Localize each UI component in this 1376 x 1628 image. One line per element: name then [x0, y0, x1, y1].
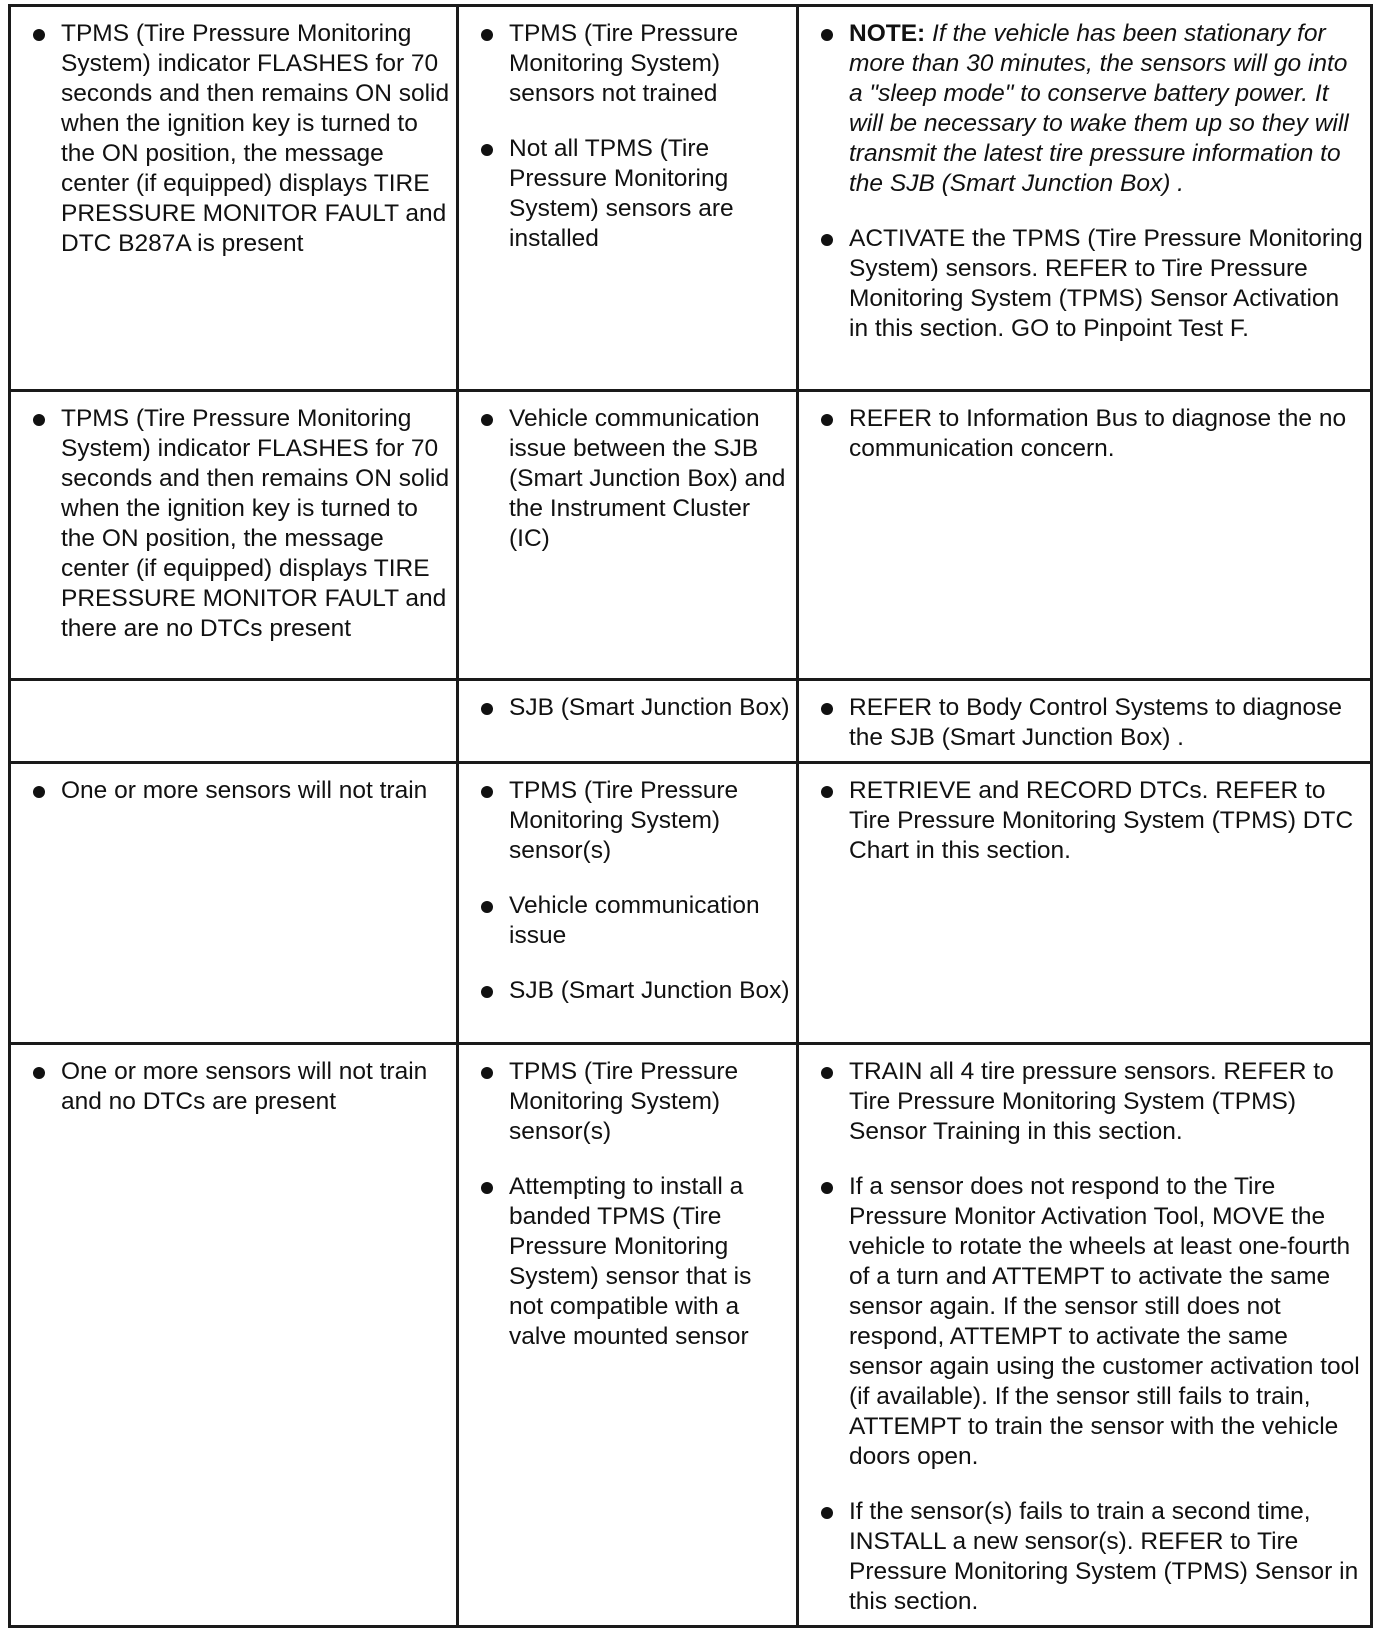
cause-item: Not all TPMS (Tire Pressure Monitoring System) sensors are installed: [473, 134, 790, 254]
cause-cell: [458, 391, 798, 680]
condition-cell: [10, 763, 458, 1044]
table-row: [10, 680, 1372, 763]
action-item: REFER to Information Bus to diagnose the no communication concern.: [813, 404, 1364, 464]
condition-item: One or more sensors will not train: [25, 776, 450, 806]
cause-item: SJB (Smart Junction Box): [473, 693, 790, 723]
action-cell: [798, 763, 1372, 1044]
table-row: [10, 6, 1372, 391]
action-cell: [798, 6, 1372, 391]
action-cell: [798, 680, 1372, 763]
cause-item: TPMS (Tire Pressure Monitoring System) sensors not trained: [473, 19, 790, 109]
cause-item: TPMS (Tire Pressure Monitoring System) sensor(s): [473, 776, 790, 866]
table-row: [10, 1044, 1372, 1627]
table-row: [10, 391, 1372, 680]
action-item: ACTIVATE the TPMS (Tire Pressure Monitoring System) sensors. REFER to Tire Pressure Monitoring System (TPMS) Sensor Activation in this section. GO to Pinpoint Test F.: [813, 224, 1364, 344]
cause-item: TPMS (Tire Pressure Monitoring System) sensor(s): [473, 1057, 790, 1147]
action-item: TRAIN all 4 tire pressure sensors. REFER to Tire Pressure Monitoring System (TPMS) Sensor Training in this section.: [813, 1057, 1364, 1147]
diagnostic-table-page: [8, 4, 1370, 1628]
condition-cell: [10, 1044, 458, 1627]
note-text: If the vehicle has been stationary for more than 30 minutes, the sensors will go into a "sleep mode" to conserve battery power. It will be necessary to wake them up so they will transmit the latest tire pressure information to the SJB (Smart Junction Box) .: [849, 20, 1349, 197]
cause-item: Vehicle communication issue: [473, 891, 790, 951]
cause-cell: [458, 6, 798, 391]
note-item: [813, 19, 1364, 199]
action-item: RETRIEVE and RECORD DTCs. REFER to Tire Pressure Monitoring System (TPMS) DTC Chart in this section.: [813, 776, 1364, 866]
cause-cell: [458, 1044, 798, 1627]
cause-item: SJB (Smart Junction Box): [473, 976, 790, 1006]
cause-item: Attempting to install a banded TPMS (Tire Pressure Monitoring System) sensor that is not compatible with a valve mounted sensor: [473, 1172, 790, 1352]
condition-item: TPMS (Tire Pressure Monitoring System) indicator FLASHES for 70 seconds and then remains ON solid when the ignition key is turned to the ON position, the message center (if equipped) displays TIRE PRESSURE MONITOR FAULT and DTC B287A is present: [25, 19, 450, 259]
condition-item: One or more sensors will not train and no DTCs are present: [25, 1057, 450, 1117]
condition-cell-empty: [10, 680, 458, 763]
cause-cell: [458, 763, 798, 1044]
action-item: REFER to Body Control Systems to diagnose the SJB (Smart Junction Box) .: [813, 693, 1364, 753]
condition-item: TPMS (Tire Pressure Monitoring System) indicator FLASHES for 70 seconds and then remains ON solid when the ignition key is turned to the ON position, the message center (if equipped) displays TIRE PRESSURE MONITOR FAULT and there are no DTCs present: [25, 404, 450, 644]
symptom-chart-table: [8, 4, 1373, 1628]
condition-cell: [10, 6, 458, 391]
cause-cell: [458, 680, 798, 763]
note-label: NOTE:: [849, 20, 926, 47]
action-item: If a sensor does not respond to the Tire Pressure Monitor Activation Tool, MOVE the vehicle to rotate the wheels at least one-fourth of a turn and ATTEMPT to activate the same sensor again. If the sensor still does not respond, ATTEMPT to activate the same sensor again using the customer activation tool (if available). If the sensor still fails to train, ATTEMPT to train the sensor with the vehicle doors open.: [813, 1172, 1364, 1472]
action-cell: [798, 1044, 1372, 1627]
table-row: [10, 763, 1372, 1044]
condition-cell: [10, 391, 458, 680]
action-item: If the sensor(s) fails to train a second time, INSTALL a new sensor(s). REFER to Tire Pressure Monitoring System (TPMS) Sensor in this section.: [813, 1497, 1364, 1617]
action-cell: [798, 391, 1372, 680]
cause-item: Vehicle communication issue between the SJB (Smart Junction Box) and the Instrument Cluster (IC): [473, 404, 790, 554]
